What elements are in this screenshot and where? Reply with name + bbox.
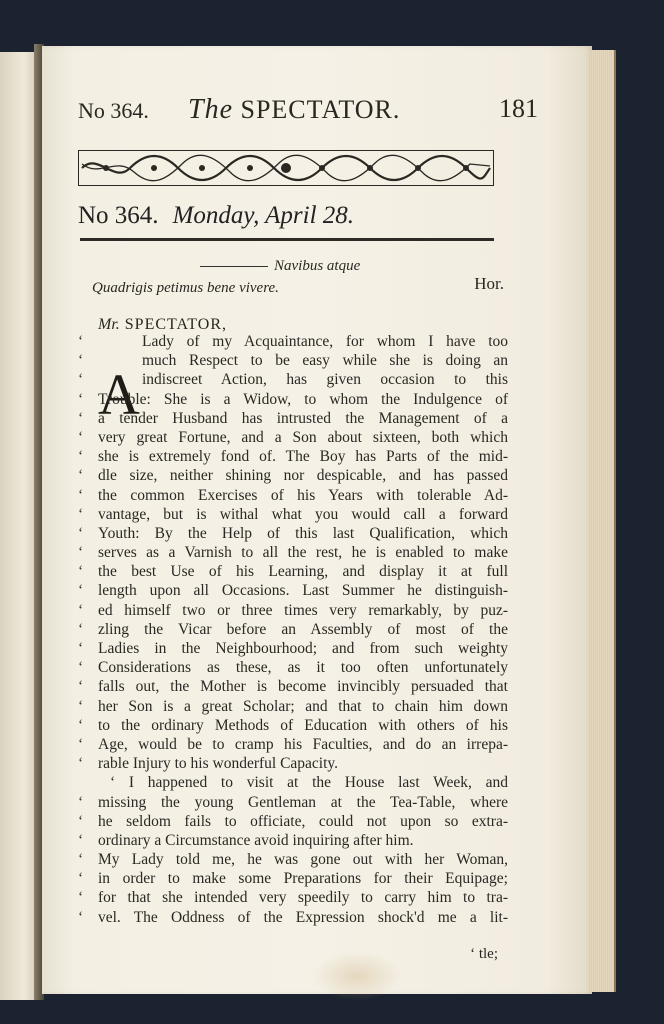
text-line	[78, 658, 508, 677]
text-line	[78, 351, 508, 370]
line-text: vantage, but is withal what you would call a forward	[98, 505, 508, 523]
quote-mark: ‘	[78, 352, 84, 370]
issue-heading	[78, 202, 538, 242]
quote-mark: ‘	[78, 467, 84, 485]
line-text: My Lady told me, he was gone out with her Woman,	[98, 851, 508, 869]
text-line	[78, 562, 508, 581]
line-text: falls out, the Mother is become invincibly persuaded that	[98, 678, 508, 696]
page-folio: 181	[499, 94, 538, 123]
line-text: Trouble: She is a Widow, to whom the Indulgence of	[98, 390, 508, 408]
line-text: Lady of my Acquaintance, for whom I have too	[142, 333, 508, 350]
line-text: her Son is a great Scholar; and that to chain him down	[98, 697, 508, 715]
text-line	[78, 409, 508, 428]
line-text: he seldom fails to officiate, could not upon so extra-	[98, 812, 508, 830]
running-head-number: No 364.	[78, 98, 149, 123]
letter-body	[78, 332, 508, 927]
line-text: ordinary a Circumstance avoid inquiring after him.	[98, 831, 414, 849]
text-line	[78, 370, 508, 389]
text-line	[78, 524, 508, 543]
text-line	[78, 869, 508, 888]
quote-mark: ‘	[78, 428, 84, 446]
text-line	[78, 697, 508, 716]
text-line	[78, 888, 508, 907]
quote-mark: ‘	[78, 870, 84, 888]
motto-line-2: Quadrigis petimus bene vivere.	[92, 280, 279, 296]
text-line	[78, 793, 508, 812]
quote-mark: ‘	[78, 640, 84, 657]
text-line	[78, 850, 508, 869]
line-text: Ladies in the Neighbourhood; and from such weighty	[98, 640, 508, 657]
text-line	[78, 812, 508, 831]
quote-mark: ‘	[78, 601, 84, 619]
line-text: Youth: By the Help of this last Qualification, which	[98, 524, 508, 542]
line-text: zling the Vicar before an Assembly of most of the	[98, 620, 508, 638]
quote-mark: ‘	[78, 524, 84, 542]
quote-mark: ‘	[78, 659, 84, 677]
salutation-spectator: SPECTATOR,	[124, 316, 228, 333]
line-text: vel. The Oddness of the Expression shock'd me a lit-	[98, 908, 508, 926]
line-text: very great Fortune, and a Son about sixteen, both which	[98, 428, 508, 446]
quote-mark: ‘	[78, 812, 84, 830]
text-line	[78, 639, 508, 658]
catchword: ‘ tle;	[470, 946, 498, 962]
text-line	[78, 332, 508, 351]
drop-cap: A	[98, 362, 140, 427]
line-text: for that she intended very speedily to carry him to tra-	[98, 889, 508, 907]
line-text: rable Injury to his wonderful Capacity.	[98, 755, 339, 773]
line-text: ‘ I happened to visit at the House last Week, and	[110, 774, 508, 792]
quote-mark: ‘	[78, 831, 84, 849]
quote-mark: ‘	[78, 563, 84, 581]
quote-mark: ‘	[78, 889, 84, 907]
quote-mark: ‘	[78, 755, 84, 773]
book-page	[42, 46, 592, 994]
running-head	[78, 94, 538, 128]
line-text: serves as a Varnish to all the rest, he is enabled to make	[98, 544, 508, 562]
quote-mark: ‘	[78, 716, 84, 734]
motto-attribution: Hor.	[474, 274, 504, 293]
quote-mark: ‘	[78, 620, 84, 638]
line-text: Age, would be to cramp his Faculties, and do an irrepa-	[98, 735, 508, 753]
quote-mark: ‘	[78, 505, 84, 523]
text-line	[78, 677, 508, 696]
paper-stain	[312, 951, 402, 1001]
text-line	[78, 505, 508, 524]
text-line	[78, 620, 508, 639]
line-text: a tender Husband has intrusted the Management of a	[98, 409, 508, 427]
headpiece-ornament	[78, 150, 494, 186]
text-line	[78, 543, 508, 562]
quote-mark: ‘	[78, 851, 84, 869]
quote-mark: ‘	[78, 409, 84, 427]
quote-mark: ‘	[78, 544, 84, 562]
line-text: ed himself two or three times very remarkably, by puz-	[98, 601, 508, 619]
line-text: length upon all Occasions. Last Summer he distinguish-	[98, 582, 508, 600]
text-line	[78, 908, 508, 927]
running-head-the: The	[188, 94, 233, 125]
line-text: the best Use of his Learning, and display it at full	[98, 563, 508, 581]
quote-mark: ‘	[78, 333, 84, 350]
quote-mark: ‘	[78, 908, 84, 926]
line-text: indiscreet Action, has given occasion to this	[142, 371, 508, 389]
text-line	[78, 428, 508, 447]
text-line	[78, 390, 508, 409]
issue-date: Monday, April 28.	[172, 202, 355, 229]
quote-mark: ‘	[78, 735, 84, 753]
line-text: she is extremely fond of. The Boy has Parts of the mid-	[98, 448, 508, 466]
quote-mark: ‘	[78, 448, 84, 466]
motto-line-1-text: Navibus atque	[274, 258, 361, 274]
quote-mark: ‘	[78, 486, 84, 504]
running-head-title	[188, 94, 400, 126]
issue-number: No 364.	[78, 202, 159, 229]
quote-mark: ‘	[78, 697, 84, 715]
line-text: missing the young Gentleman at the Tea-Table, where	[98, 793, 508, 811]
quote-mark: ‘	[78, 390, 84, 408]
salutation-mr: Mr.	[98, 316, 120, 333]
text-line	[78, 601, 508, 620]
line-text: much Respect to be easy while she is doing an	[142, 352, 508, 370]
line-text: to the ordinary Methods of Education with others of his	[98, 716, 508, 734]
line-text: the common Exercises of his Years with tolerable Ad-	[98, 486, 508, 504]
text-line	[78, 735, 508, 754]
motto-line-1	[200, 258, 500, 280]
text-line	[78, 466, 508, 485]
line-text: in order to make some Preparations for their Equipage;	[98, 870, 508, 888]
text-line	[78, 447, 508, 466]
text-line	[78, 716, 508, 735]
line-text: dle size, neither shining nor despicable, and has passed	[98, 467, 508, 485]
text-line	[78, 773, 508, 792]
text-line	[78, 486, 508, 505]
text-line	[78, 581, 508, 600]
quote-mark: ‘	[78, 371, 84, 389]
text-line	[78, 754, 508, 773]
quote-mark: ‘	[78, 678, 84, 696]
line-text: Considerations as these, as it too often unfortunately	[98, 659, 508, 677]
text-line	[78, 831, 508, 850]
quote-mark: ‘	[78, 793, 84, 811]
heading-rule	[80, 238, 494, 241]
page-block-edge	[588, 50, 616, 992]
running-head-spectator: SPECTATOR.	[240, 95, 401, 124]
quote-mark: ‘	[78, 582, 84, 600]
